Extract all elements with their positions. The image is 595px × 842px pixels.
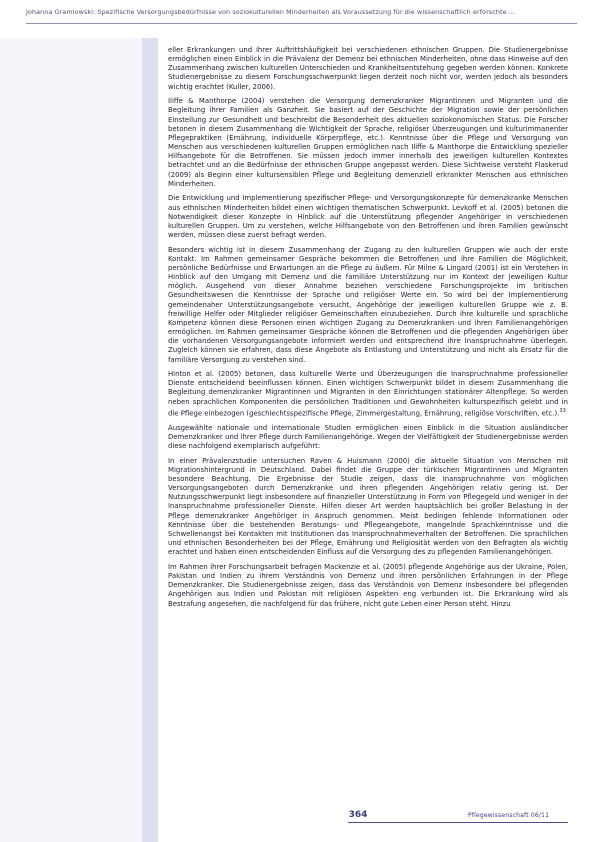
footnote-marker: 33 <box>559 407 566 414</box>
left-margin-accent <box>142 38 158 842</box>
header-rule <box>26 23 577 24</box>
page-number: 364 <box>348 810 368 820</box>
paragraph: Die Entwicklung und Implementierung spezifischer Pflege- und Versorgungskonzepte für demenzkranke Menschen aus ethnischen Minderheiten bildet einen wichtigen thematischen Schwerpunkt. Levkoff et al. (2005) betonen die Notwendigkeit dieser Konzepte in Hinblick auf die Unterstützung pflegender Angehöriger in verschiedenen kulturellen Gruppen. Um zu verstehen, welche Hilfsangebote von den Betroffenen und ihren Familien gewünscht werden, müssen diese zuerst befragt werden. <box>168 194 568 239</box>
paragraph: Im Rahmen ihrer Forschungsarbeit befragen Mackenzie et al. (2005) pflegende Angehörige aus der Ukraine, Polen, Pakistan und Indien zu ihrem Verständnis von Demenz und ihren persönlichen Erfahrungen in der Pflege Demenzkranker. Die Studienergebnisse zeigen, dass das Verständnis von Demenz insbesondere bei pflegenden Angehörigen aus Indien und Pakistan mit religiösen Aspekten eng verbunden ist. Die Erkrankung wird als Bestrafung angesehen, die nachfolgend für das frühere, nicht gute Leben einer Person steht. Hinzu <box>168 562 568 608</box>
paragraph-text: Hinton et al. (2005) betonen, dass kulturelle Werte und Überzeugungen die Inanspruchnahme professioneller Dienste entscheidend beeinflussen können. Einen wichtigen Schwerpunkt bildet in diesem Zusammenhang die Begleitung demenzkranker Migrantinnen und Migranten in den Einrichtungen stationärer Altenpflege. So werden neben sprachlichen Komponenten die persönlichen Traditionen und Gewohnheiten kulturspezifisch gelebt und in die Pflege einbezogen (geschlechtsspezifische Pflege, Zimmergestaltung, Ernährung, religiöse Vorschriften, etc.). <box>168 370 568 418</box>
running-header <box>26 0 577 30</box>
paragraph: Besonders wichtig ist in diesem Zusammenhang der Zugang zu den kulturellen Gruppen wie auch der erste Kontakt. Im Rahmen gemeinsamer Gespräche bekommen die Betroffenen und ihre Familien die Möglichkeit, persönliche Bedürfnisse und Erwartungen an die Pflege zu äußern. Für Milne & Lingard (2001) ist ein Verstehen in Hinblick auf den Umgang mit Demenz und die familiäre Unterstützung nur im Kontext der jeweiligen Kultur möglich. Ausgehend von dieser Annahme beziehen verschiedene Forschungsprojekte im britischen Gesundheitswesen die Kenntnisse der Sprache und religiöser Werte ein. So wird bei der Implementierung gemeindenaher Unterstützungsangebote versucht, Angehörige der jeweiligen kulturellen Gruppe wie z. B. freiwillige Helfer oder Mitglieder religiöser Gemeinschaften einzubeziehen. Durch ihre kulturelle und sprachliche Kompetenz können diese Personen einen wichtigen Zugang zu Demenzkranken und ihren Familienangehörigen ermöglichen. Im Rahmen gemeinsamer Gespräche können die Betroffenen und die pflegenden Angehörigen über die vorhandenen Versorgungsangebote informiert werden und entsprechend ihre Inanspruchnahme überlegen. Zugleich können sie erfahren, dass diese Angebote als Entlastung und Unterstützung und nicht als Ersatz für die familiäre Versorgung zu verstehen sind. <box>168 245 568 364</box>
paragraph: In einer Prävalenzstudie untersuchen Raven & Huismann (2000) die aktuelle Situation von Menschen mit Migrationshintergrund in Deutschland. Dabei findet die Gruppe der türkischen Migrantinnen und Migranten besondere Beachtung. Die Ergebnisse der Studie zeigen, dass die Inanspruchnahme von möglichen Versorgungsangeboten durch Demenzkranke und ihren pflegenden Angehörigen relativ gering ist. Der Nutzungsschwerpunkt liegt insbesondere auf finanzieller Unterstützung in Form von Pflegegeld und weniger in der Inanspruchnahme professioneller Dienste. Hilfen dieser Art werden hauptsächlich bei großer Belastung in der Pflege demenzkranker Angehöriger in Anspruch genommen. Meist bedingen fehlende Informationen oder Kenntnisse über die bestehenden Beratungs- und Pflegeangebote, mangelnde Sprachkenntnisse und die Schwellenangst bei Kontakten mit Institutionen das Inanspruchnahmeverhalten der Betroffenen. Die sprachlichen und ethnischen Besonderheiten bei der Pflege, Ernährung und Religiosität werden von den Befragten als wichtig erachtet und haben einen entscheidenden Einfluss auf die Versorgung des zu pflegenden Familienangehörigen. <box>168 456 568 557</box>
paragraph: eller Erkrankungen und ihrer Auftrittshäufigkeit bei verschiedenen ethnischen Gruppen. Die Studienergebnisse ermöglichen einen Einblick in die Prävalenz der Demenz bei ethnischen Minderheiten, ohne dass Hinweise auf den Zusammenhang zwischen kulturellen Unterschieden und Krankheitsentstehung gegeben werden können. Konkrete Studienergebnisse zu diesem Forschungsschwerpunkt liegen derzeit noch nicht vor, werden jedoch als besonders wichtig erachtet (Kuller, 2006). <box>168 46 568 91</box>
article-body <box>168 46 568 614</box>
left-margin-band <box>0 38 158 842</box>
running-title: Johanna Gramlowski: Spezifische Versorgungsbedürfnisse von soziokulturellen Minderheiten als Voraussetzung für die wissenschaftlich erforschte ... <box>26 8 516 16</box>
footer-rule <box>348 822 568 823</box>
paragraph: Ausgewählte nationale und internationale Studien ermöglichen einen Einblick in die Situation ausländischer Demenzkranker und ihrer Pflege durch Familienangehörige. Wegen der Vielfältigkeit der Studienergebnisse werden diese nachfolgend exemplarisch aufgeführt: <box>168 423 568 451</box>
paragraph <box>168 370 568 418</box>
paragraph: Iliffe & Manthorpe (2004) verstehen die Versorgung demenzkranker Migrantinnen und Migranten und die Begleitung ihrer Familien als Ganzheit. Sie basiert auf der Geschichte der Migration sowie der persönlichen Einstellung zur Gesundheit und beschreibt die Besonderheit des aktuellen soziokonomischen Status. Die Forscher betonen in diesem Zusammenhang die Wichtigkeit der Sprache, religiöser Überzeugungen und kulturimmanenter Pflegepraktiken (Ernährung, individuelle Körperpflege, etc.). Kenntnisse über die Pflege und Versorgung von Menschen aus verschiedenen kulturellen Gruppen ermöglichen nach Iliffe & Manthorpe die Entwicklung spezieller Hilfsangebote für die Betroffenen. Sie müssen jedoch immer innerhalb des jeweiligen kulturellen Kontextes betrachtet und an die Bedürfnisse der ethnischen Gruppe angepasst werden. Diese Sichtweise versteht Flaskerud (2009) als Beginn einer kultursensiblen Pflege und Begleitung demenziell erkrankter Menschen aus ethnischen Minderheiten. <box>168 97 568 188</box>
journal-issue: Pflegewissenschaft 06/11 <box>468 812 550 819</box>
